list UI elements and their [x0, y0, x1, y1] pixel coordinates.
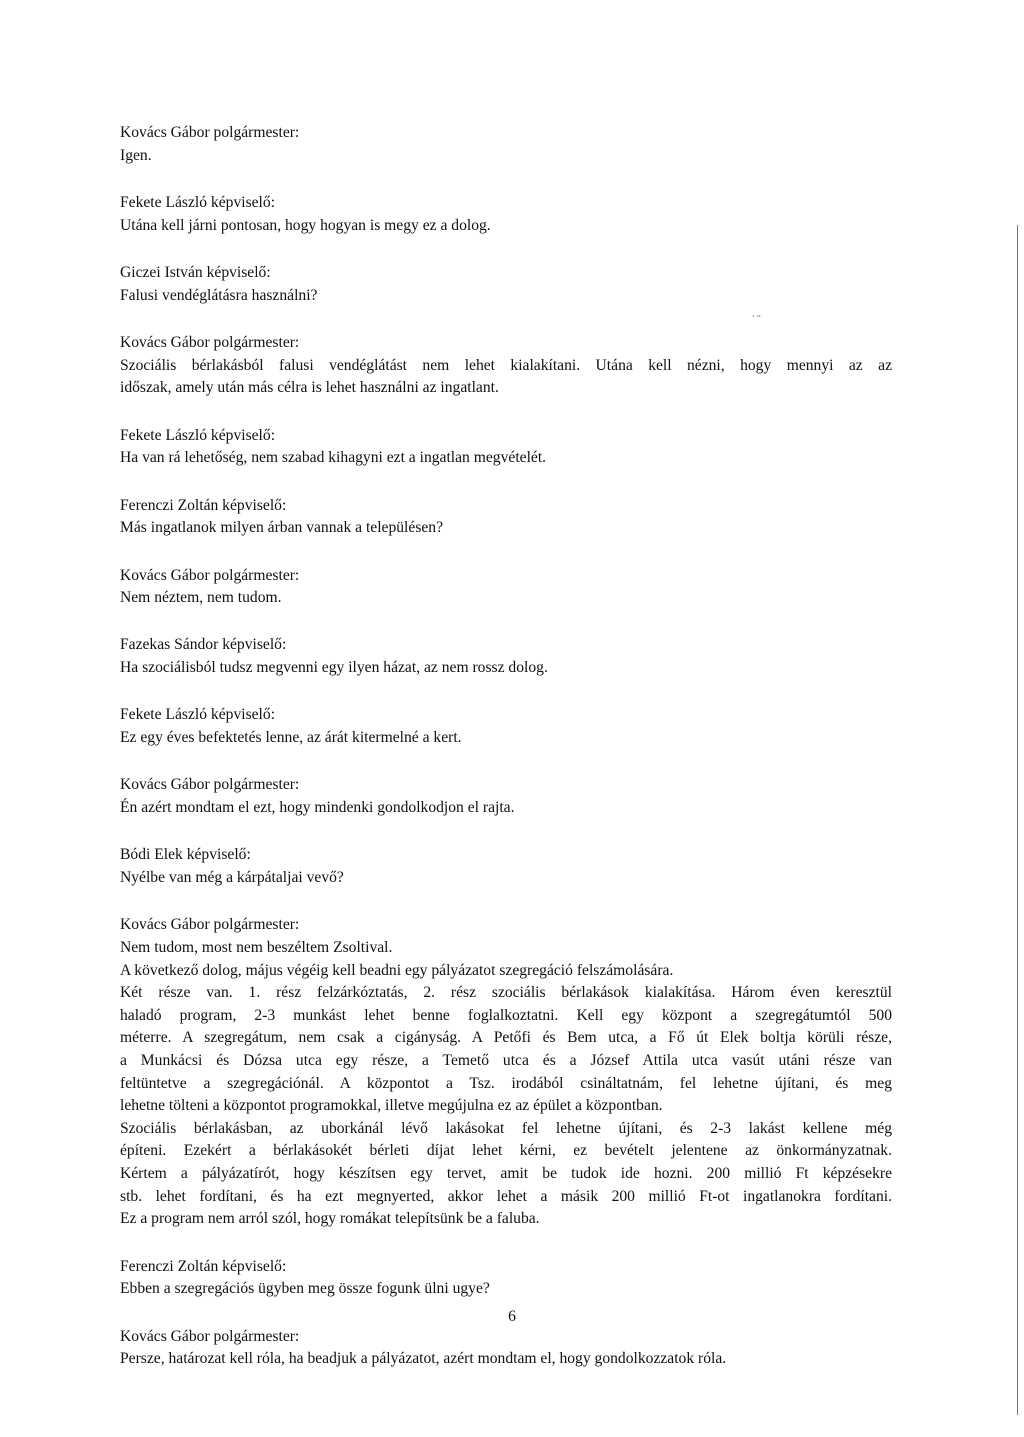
speaker-block	[120, 704, 892, 749]
speech-line: Nem néztem, nem tudom.	[120, 589, 282, 607]
speech-line: Ez egy éves befektetés lenne, az árát kitermelné a kert.	[120, 729, 462, 747]
speech-line: Nem tudom, most nem beszéltem Zsoltival.	[120, 939, 393, 957]
speech-line: Utána kell járni pontosan, hogy hogyan is megy ez a dolog.	[120, 216, 491, 234]
speech-line: Ha van rá lehetőség, nem szabad kihagyni ezt a ingatlan megvételét.	[120, 449, 547, 467]
speaker-name: Kovács Gábor polgármester:	[120, 124, 300, 141]
speaker-block	[120, 192, 892, 237]
scan-speck: ˴ ˵	[752, 310, 761, 320]
speech-line: lehetne tölteni a központot programokkal, illetve megújulna ez az épület a központban.	[120, 1097, 663, 1115]
speech-line: időszak, amely után más célra is lehet használni az ingatlant.	[120, 379, 499, 397]
speaker-name: Fazekas Sándor képviselő:	[120, 636, 287, 654]
speech-line: Nyélbe van még a kárpátaljai vevő?	[120, 869, 344, 887]
speech-line: Ez a program nem arról szól, hogy romákat telepítsünk be a faluba.	[120, 1210, 540, 1228]
speech-line: a Munkácsi és Dózsa utca egy része, a Temető utca és a József Attila utca vasút utáni része van	[120, 1051, 892, 1069]
speaker-name: Ferenczi Zoltán képviselő:	[120, 496, 287, 514]
speech-line: méterre. A szegregátum, nem csak a cigányság. A Petőfi és Bem utca, a Fő út Elek boltja körüli része,	[120, 1029, 892, 1047]
speaker-name: Giczei István képviselő:	[120, 263, 271, 281]
speech-line: Igen.	[120, 146, 152, 164]
speech-line: Szociális bérlakásból falusi vendéglátást nem lehet kialakítani. Utána kell nézni, hogy mennyi az az	[120, 356, 892, 374]
speaker-block	[120, 332, 892, 400]
speech-line: Két része van. 1. rész felzárkóztatás, 2. rész szociális bérlakások kialakítása. Három éven keresztül	[120, 984, 892, 1002]
speaker-block	[120, 262, 892, 307]
speech-line: stb. lehet fordítani, és ha ezt megnyerted, akkor lehet a másik 200 millió Ft-ot ingatlanokra fordítani.	[120, 1187, 892, 1205]
speaker-block	[120, 774, 892, 819]
speaker-block	[120, 565, 892, 610]
speaker-block	[120, 425, 892, 470]
speech-line: Persze, határozat kell róla, ha beadjuk a pályázatot, azért mondtam el, hogy gondolkozzatok róla.	[120, 1350, 727, 1368]
speech-line: feltüntetve a szegregációnál. A központot a Tsz. irodából csináltatnám, fel lehetne újítani, és meg	[120, 1074, 892, 1092]
speaker-block	[120, 634, 892, 679]
speaker-name: Fekete László képviselő:	[120, 193, 276, 211]
speaker-block	[120, 1326, 892, 1371]
speech-line: Ebben a szegregációs ügyben meg össze fogunk ülni ugye?	[120, 1280, 490, 1298]
speech-line: Falusi vendéglátásra használni?	[120, 286, 318, 304]
scan-edge-line	[1017, 225, 1018, 1415]
speech-line: Én azért mondtam el ezt, hogy mindenki gondolkodjon el rajta.	[120, 799, 515, 817]
page-number: 6	[508, 1308, 516, 1325]
speaker-block	[120, 122, 892, 167]
speaker-block	[120, 495, 892, 540]
speaker-name: Fekete László képviselő:	[120, 706, 276, 724]
speech-line: Kértem a pályázatírót, hogy készítsen egy tervet, amit be tudok ide hozni. 200 millió Ft képzésekre	[120, 1164, 892, 1182]
speaker-name: Bódi Elek képviselő:	[120, 846, 251, 864]
speaker-name: Fekete László képviselő:	[120, 426, 276, 444]
speaker-name: Kovács Gábor polgármester:	[120, 333, 300, 351]
speaker-block	[120, 844, 892, 889]
transcript	[120, 122, 892, 1396]
speech-line: A következő dolog, május végéig kell beadni egy pályázatot szegregáció felszámolására.	[120, 961, 674, 979]
speaker-name: Kovács Gábor polgármester:	[120, 916, 300, 934]
speaker-name: Kovács Gábor polgármester:	[120, 1327, 300, 1345]
speaker-block	[120, 914, 892, 1230]
speaker-name: Kovács Gábor polgármester:	[120, 566, 300, 584]
speech-line: Más ingatlanok milyen árban vannak a településen?	[120, 519, 444, 537]
speaker-name: Ferenczi Zoltán képviselő:	[120, 1257, 287, 1275]
speaker-block	[120, 1256, 892, 1301]
speech-line: építeni. Ezekért a bérlakásokét bérleti díjat lehet kérni, ez bevételt jelentene az önkormányzatnak.	[120, 1142, 892, 1160]
speaker-name: Kovács Gábor polgármester:	[120, 776, 300, 794]
speech-line: Ha szociálisból tudsz megvenni egy ilyen házat, az nem rossz dolog.	[120, 659, 548, 677]
speech-line: Szociális bérlakásban, az uborkánál lévő lakásokat fel lehetne újítani, és 2-3 lakást kellene még	[120, 1119, 892, 1137]
speech-line: haladó program, 2-3 munkást lehet benne foglalkoztatni. Kell egy központ a szegregátumtól 500	[120, 1006, 892, 1024]
